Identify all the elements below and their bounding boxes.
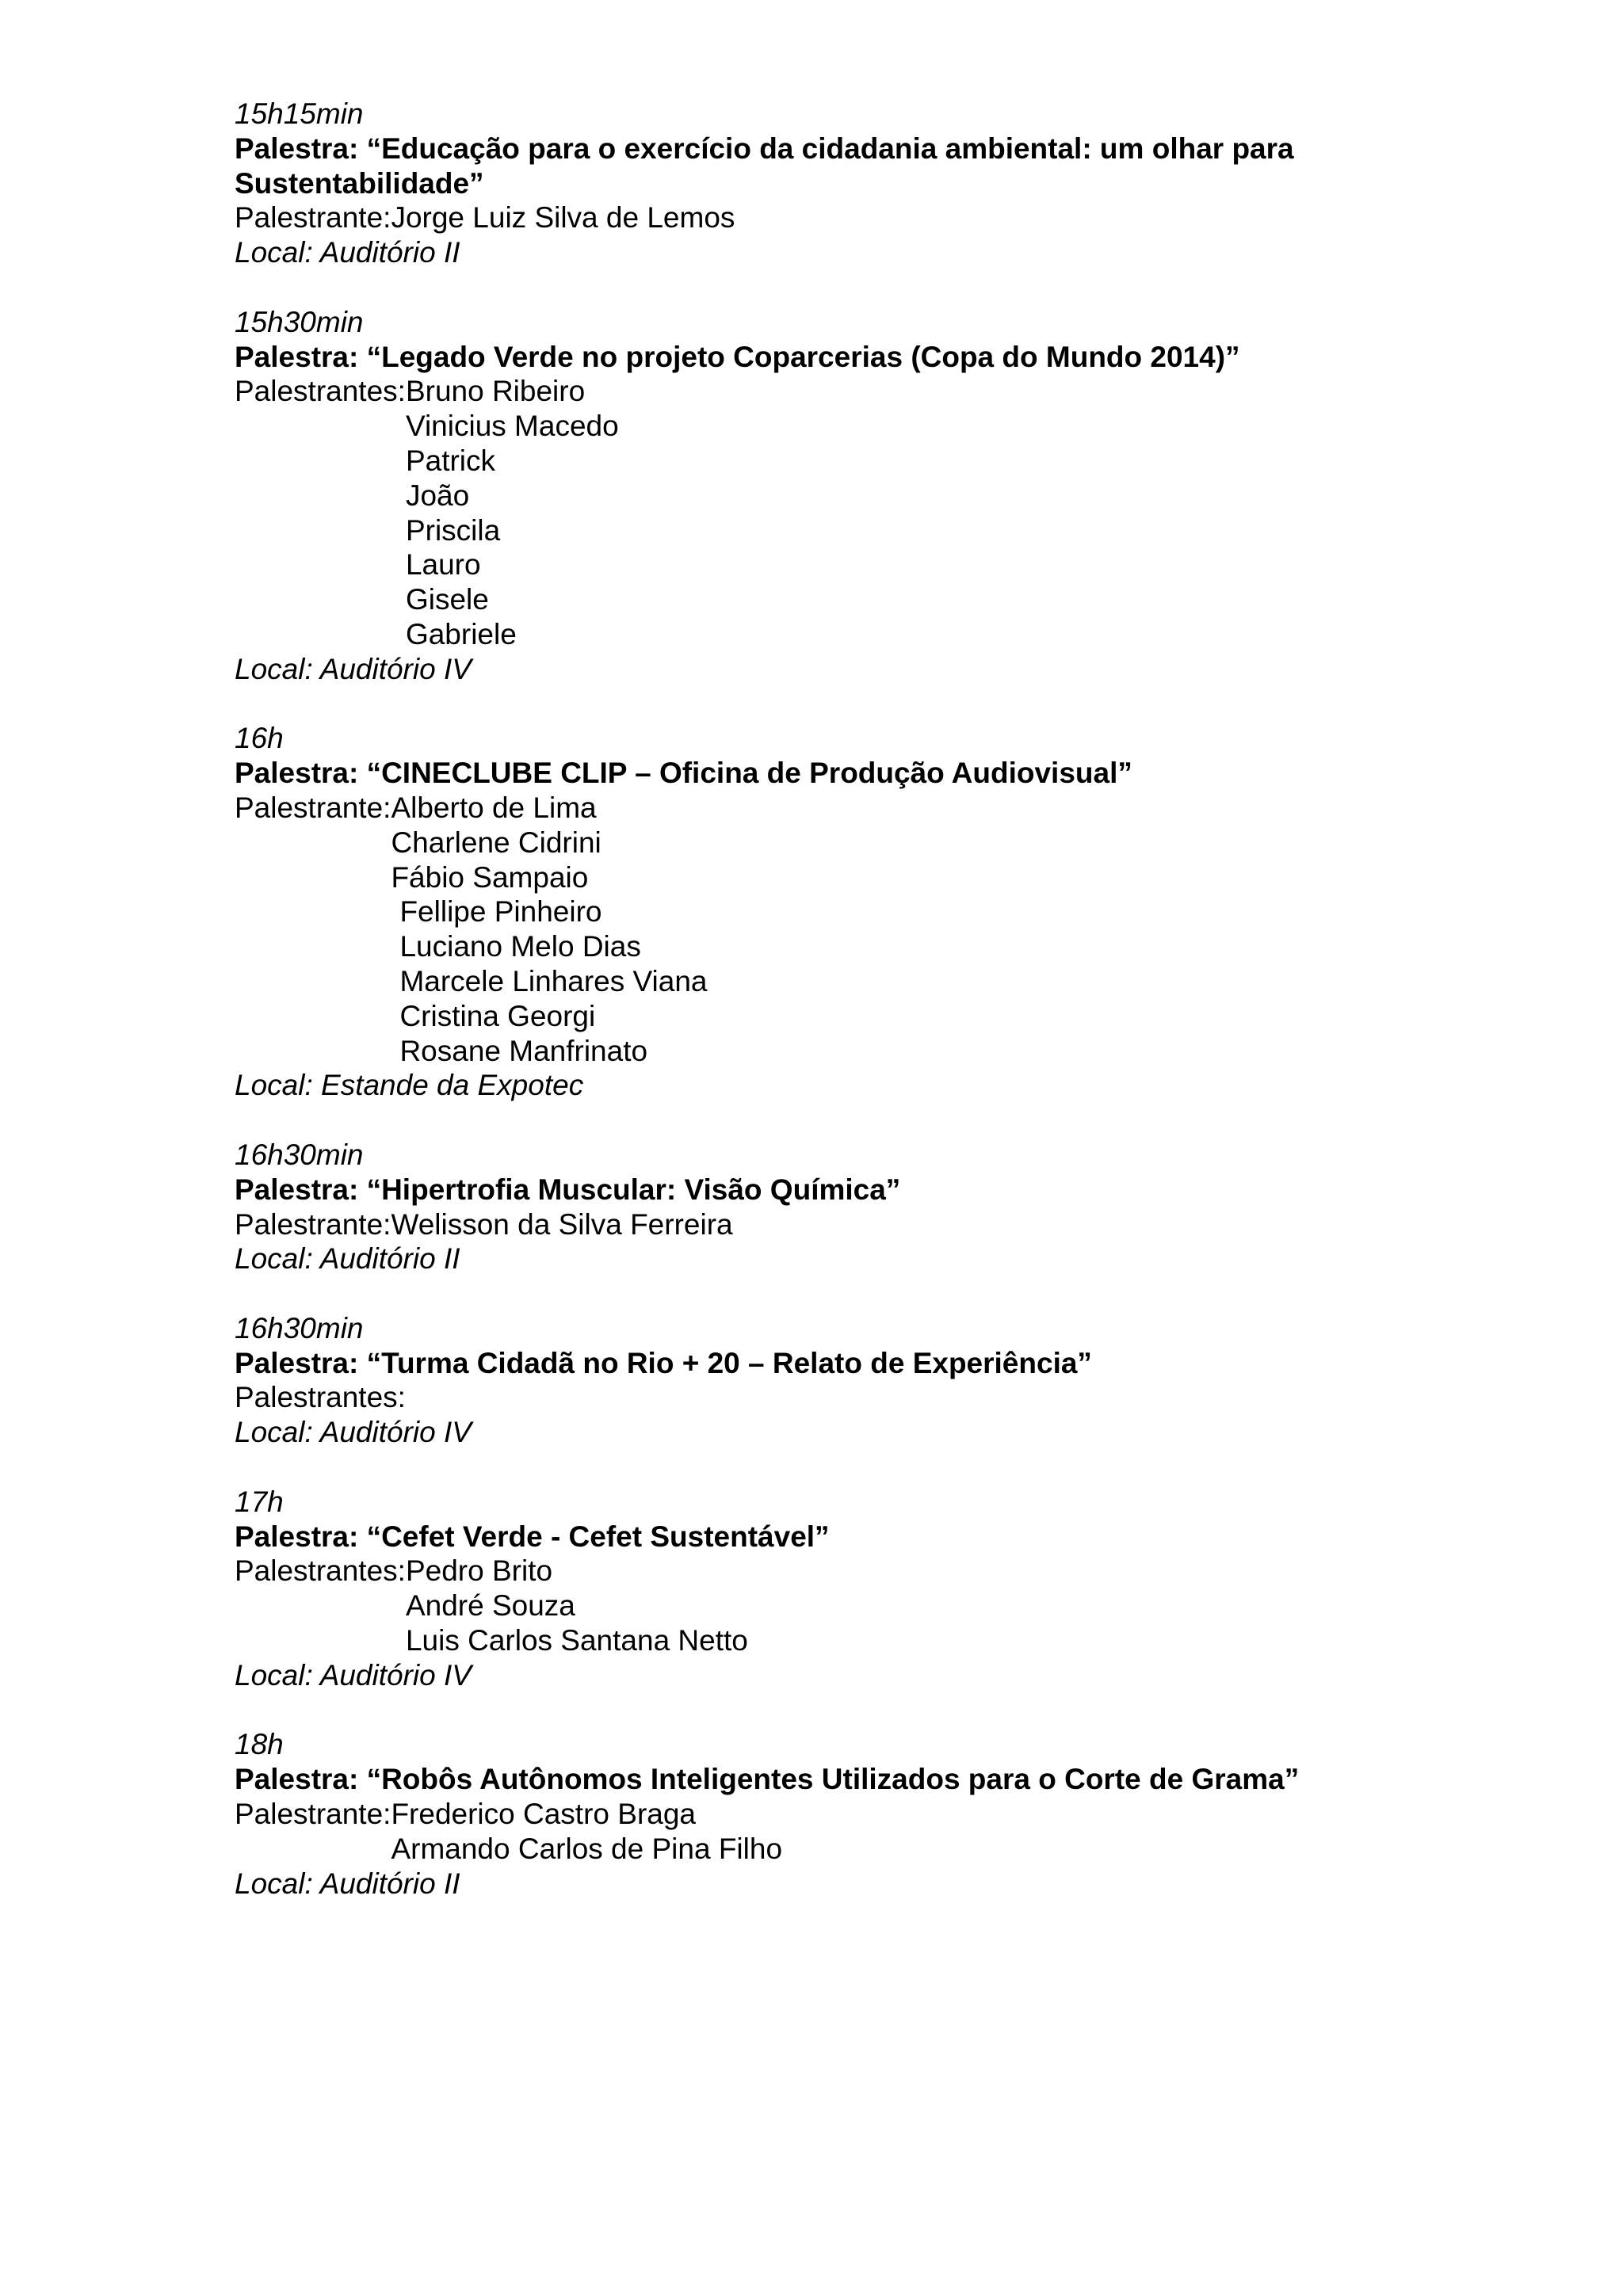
speaker-list bbox=[391, 200, 735, 235]
session-local: Local: Auditório II bbox=[235, 1242, 460, 1276]
speaker-name: Alberto de Lima bbox=[391, 791, 597, 824]
speaker-name: Fábio Sampaio bbox=[391, 860, 589, 894]
speaker-row bbox=[235, 200, 1534, 235]
speaker-list bbox=[391, 1797, 782, 1867]
session-title: Palestra: “Cefet Verde - Cefet Sustentável” bbox=[235, 1520, 830, 1553]
speaker-name: Gabriele bbox=[405, 617, 517, 650]
session-title: Palestra: “Turma Cidadã no Rio + 20 – Relato de Experiência” bbox=[235, 1346, 1092, 1379]
session-title: Palestra: “Educação para o exercício da cidadania ambiental: um olhar para Sustentabilidade” bbox=[235, 132, 1294, 200]
session-local: Local: Auditório IV bbox=[235, 1416, 472, 1449]
speaker-name: Luciano Melo Dias bbox=[399, 930, 641, 963]
speaker-row bbox=[235, 374, 1534, 651]
session-5 bbox=[235, 1485, 1534, 1693]
speaker-name: Rosane Manfrinato bbox=[399, 1034, 648, 1067]
session-1 bbox=[235, 305, 1534, 687]
speaker-list bbox=[391, 1207, 732, 1242]
session-3 bbox=[235, 1138, 1534, 1276]
speaker-list bbox=[391, 791, 707, 1068]
session-time: 18h bbox=[235, 1728, 284, 1761]
speaker-row bbox=[235, 1797, 1534, 1867]
speaker-name: Lauro bbox=[405, 548, 481, 582]
speaker-name: Priscila bbox=[405, 513, 501, 547]
session-local: Local: Estande da Expotec bbox=[235, 1069, 584, 1102]
session-time: 16h30min bbox=[235, 1138, 364, 1171]
session-4 bbox=[235, 1311, 1534, 1450]
session-time: 16h bbox=[235, 722, 284, 755]
session-local: Local: Auditório II bbox=[235, 236, 460, 269]
speaker-row bbox=[235, 1554, 1534, 1657]
session-time: 15h30min bbox=[235, 305, 364, 338]
session-6 bbox=[235, 1727, 1534, 1901]
speaker-name: Welisson da Silva Ferreira bbox=[391, 1207, 733, 1241]
speaker-name: João bbox=[405, 479, 470, 512]
speaker-name: Cristina Georgi bbox=[399, 999, 596, 1032]
speaker-name: Pedro Brito bbox=[405, 1554, 553, 1588]
speaker-name: Fellipe Pinheiro bbox=[399, 895, 602, 929]
speaker-prefix: Palestrante: bbox=[235, 201, 391, 235]
session-time: 16h30min bbox=[235, 1311, 364, 1344]
session-0 bbox=[235, 97, 1534, 270]
session-local: Local: Auditório IV bbox=[235, 1658, 472, 1691]
speaker-name: André Souza bbox=[405, 1589, 575, 1623]
session-2 bbox=[235, 721, 1534, 1103]
speaker-row bbox=[235, 1207, 1534, 1242]
session-title: Palestra: “Robôs Autônomos Inteligentes Utilizados para o Corte de Grama” bbox=[235, 1763, 1300, 1796]
speaker-row bbox=[235, 791, 1534, 1068]
speaker-prefix: Palestrantes: bbox=[235, 1381, 406, 1414]
speaker-list bbox=[406, 374, 619, 651]
speaker-name: Luis Carlos Santana Netto bbox=[405, 1624, 748, 1657]
session-title: Palestra: “CINECLUBE CLIP – Oficina de Produção Audiovisual” bbox=[235, 757, 1132, 790]
speaker-prefix: Palestrante: bbox=[235, 1798, 391, 1831]
session-title: Palestra: “Legado Verde no projeto Coparcerias (Copa do Mundo 2014)” bbox=[235, 340, 1240, 373]
speaker-name: Charlene Cidrini bbox=[391, 826, 601, 859]
speaker-name: Jorge Luiz Silva de Lemos bbox=[391, 201, 735, 235]
speaker-name: Vinicius Macedo bbox=[405, 410, 619, 443]
speaker-list bbox=[406, 1554, 748, 1657]
speaker-name: Bruno Ribeiro bbox=[405, 375, 586, 408]
speaker-prefix: Palestrantes: bbox=[235, 375, 406, 408]
document-page bbox=[235, 97, 1534, 1936]
session-time: 15h15min bbox=[235, 97, 364, 130]
speaker-name: Armando Carlos de Pina Filho bbox=[391, 1832, 783, 1865]
session-local: Local: Auditório II bbox=[235, 1867, 460, 1900]
speaker-prefix: Palestrante: bbox=[235, 1207, 391, 1241]
session-local: Local: Auditório IV bbox=[235, 652, 472, 685]
session-title: Palestra: “Hipertrofia Muscular: Visão Química” bbox=[235, 1173, 901, 1206]
session-time: 17h bbox=[235, 1485, 284, 1518]
speaker-name: Frederico Castro Braga bbox=[391, 1798, 696, 1831]
speaker-row bbox=[235, 1380, 1534, 1415]
speaker-prefix: Palestrantes: bbox=[235, 1554, 406, 1588]
speaker-name: Marcele Linhares Viana bbox=[399, 964, 708, 997]
speaker-name: Patrick bbox=[405, 444, 496, 477]
speaker-prefix: Palestrante: bbox=[235, 791, 391, 824]
speaker-name: Gisele bbox=[405, 583, 489, 616]
